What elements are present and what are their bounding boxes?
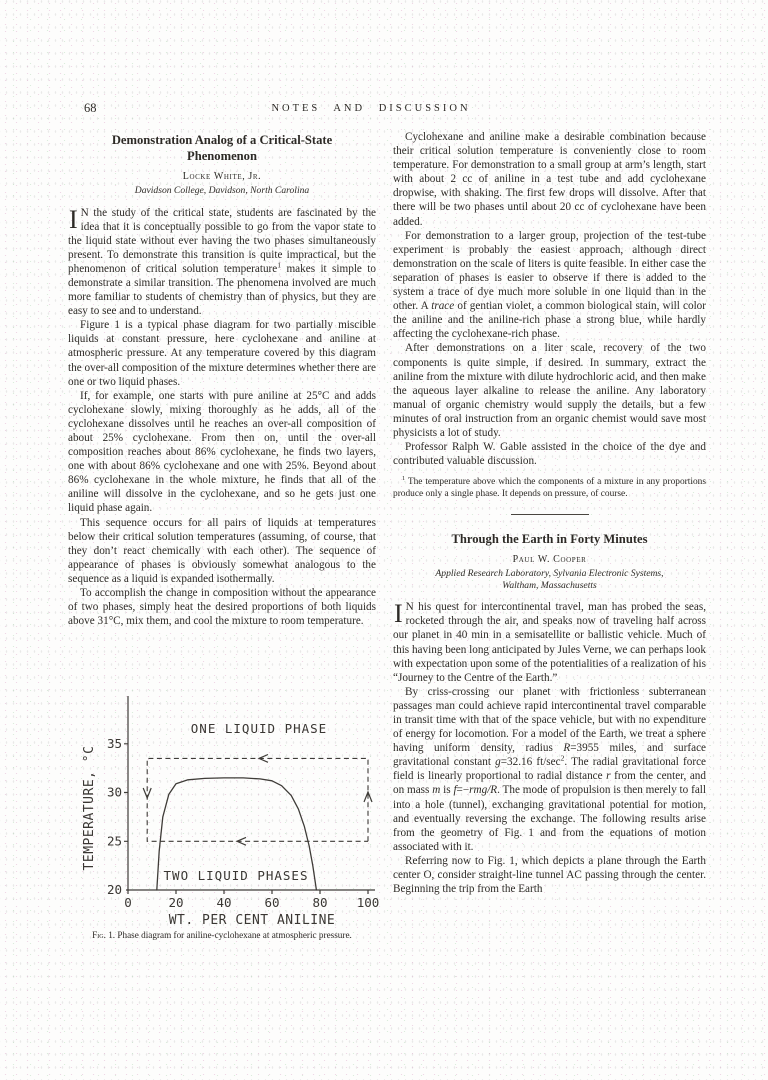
figure-caption-label: Fig. 1. bbox=[92, 930, 116, 940]
figure-caption-text: Phase diagram for aniline-cyclohexane at atmospheric pressure. bbox=[117, 930, 352, 940]
page-number: 68 bbox=[84, 101, 97, 115]
paragraph bbox=[68, 206, 376, 319]
two-liquid-phases-label: TWO LIQUID PHASES bbox=[163, 868, 309, 883]
text-run: Cyclohexane and aniline make a desirable combination because their critical solution temperature is conveniently close to room temperature. For demonstration to a small group at arm’s length, start with about 2 cc of aniline in a test tube and add cyclohexane dropwise, with shaking. The first few drops will dissolve. After that there will be two phases until about 20 cc of cyclohexane have been added. bbox=[393, 131, 706, 228]
text-run: =− bbox=[456, 784, 470, 797]
paragraph bbox=[393, 600, 706, 685]
superscript: 2 bbox=[560, 753, 565, 763]
text-run: N his quest for intercontinental travel, man has probed the seas, rocketed through the air, and speaks now of traveling half across our planet in 40 min in a semisatellite or ballistic vehicle. Much of this having been long anticipated by Jules Verne, we can perhaps look with expectation upon some of the potentialities of a realization of his “Journey to the Centre of the Earth.” bbox=[393, 601, 706, 684]
text-run: Figure 1 is a typical phase diagram for two partially miscible liquids at constant pressure, here cyclohexane and aniline at atmospheric pressure. At any temperature covered by this diagram the over-all composition of the mixture determines whether there are one or two liquid phases. bbox=[68, 319, 376, 388]
drop-cap: I bbox=[69, 204, 78, 234]
article1-affiliation: Davidson College, Davidson, North Carolina bbox=[134, 185, 310, 196]
paragraph bbox=[68, 318, 376, 388]
text-run: =3955 miles, and surface gravitational constant bbox=[393, 742, 706, 769]
text-run: of gentian violet, a common biological stain, will color the aniline and the aniline-rich phase a strong blue, while hardly affecting the cyclohexane-rich phase. bbox=[393, 300, 706, 341]
x-tick-0: 0 bbox=[124, 895, 132, 910]
paragraph bbox=[68, 516, 376, 586]
paragraph bbox=[68, 586, 376, 628]
text-run: This sequence occurs for all pairs of liquids at temperatures below their critical solution temperatures (assuming, of course, that they don’t react chemically with each other). The sequence of appearance of phases is obviously somewhat analogous to the sequence as a liquid is expanded isothermally. bbox=[68, 516, 376, 585]
y-axis-label: TEMPERATURE, °C bbox=[82, 745, 97, 871]
paragraph bbox=[393, 685, 706, 854]
demonstration-path-dashed bbox=[147, 758, 368, 841]
text-run: is bbox=[440, 784, 454, 797]
italic-text: g bbox=[495, 756, 501, 769]
x-axis-label: WT. PER CENT ANILINE bbox=[168, 913, 336, 928]
italic-text: m bbox=[432, 784, 441, 797]
text-run: The temperature above which the components of a mixture in any proportions produce only a single phase. It depends on pressure, of course. bbox=[393, 477, 706, 500]
paragraph bbox=[393, 341, 706, 440]
article2-byline: Paul W. Cooper bbox=[512, 554, 587, 566]
text-run: . The mode of propulsion is then merely to fall into a hole (tunnel), exchanging gravitational potential for motion, and eventually reversing the exchange. The following results arise from the geometry of Fig. 1 and from the equations of motion associated with it. bbox=[393, 784, 706, 853]
article1-title bbox=[68, 132, 376, 164]
article2-affiliation-line1: Applied Research Laboratory, Sylvania Electronic Systems, bbox=[435, 568, 664, 580]
italic-text: trace bbox=[431, 300, 455, 313]
article2-title: Through the Earth in Forty Minutes bbox=[451, 532, 648, 547]
y-tick-20: 20 bbox=[106, 882, 122, 897]
left-column bbox=[68, 130, 376, 628]
text-run: To accomplish the change in composition without the appearance of two phases, simply heat the desired proportions of both liquids above 31°C, mix them, and cool the mixture to room temperature. bbox=[68, 587, 376, 628]
section-divider-rule bbox=[511, 514, 589, 515]
superscript: 1 bbox=[402, 475, 406, 483]
paragraph bbox=[393, 130, 706, 229]
paragraph bbox=[393, 476, 706, 500]
x-tick-20: 20 bbox=[168, 895, 184, 910]
text-run: If, for example, one starts with pure aniline at 25°C and adds cyclohexane slowly, mixing thoroughly as he adds, all of the cyclohexane dissolves until he reaches an over-all composition of about 25% cyclohexane. From then on, until the over-all composition reaches about 86% cyclohexane, he finds two layers, one with about 86% cyclohexane and one with 25%. Beyond about 86% cyclohexane in the whole mixture, he finds that all of the aniline will dissolve in the cyclohexane, and so he gets just one liquid phase again. bbox=[68, 389, 376, 515]
y-tick-25: 25 bbox=[106, 833, 122, 849]
one-liquid-phase-label: ONE LIQUID PHASE bbox=[190, 721, 328, 736]
article2-affiliation-line2: Waltham, Massachusetts bbox=[502, 579, 597, 591]
paragraph bbox=[393, 440, 706, 468]
superscript: 1 bbox=[277, 260, 282, 270]
y-tick-30: 30 bbox=[106, 784, 122, 800]
figure-1-phase-diagram bbox=[62, 692, 382, 932]
text-run: N the study of the critical state, students are fascinated by the idea that it is conceptually possible to go from the vapor state to the liquid state without ever having the two phases simultaneously present. To demonstrate this transition is quite impractical, but the phenomenon of critical solution temperature bbox=[68, 206, 376, 275]
text-run: After demonstrations on a liter scale, recovery of the two components is quite simple, if desired. In summary, extract the aniline from the mixture with dilute hydrochloric acid, and then make the aqueous layer alkaline to release the aniline. Any laboratory manual of organic chemistry would supply the details, but a few minutes of oral instruction from an organic chemist would save most physicists a lot of study. bbox=[393, 342, 706, 439]
x-tick-60: 60 bbox=[264, 895, 280, 910]
running-head: NOTES AND DISCUSSION bbox=[271, 103, 471, 114]
article2-affiliation bbox=[393, 568, 706, 591]
x-tick-80: 80 bbox=[312, 895, 328, 910]
article1-byline: Locke White, Jr. bbox=[182, 171, 262, 182]
italic-text: rmg/R bbox=[469, 784, 498, 797]
y-tick-35: 35 bbox=[106, 736, 122, 751]
x-tick-40: 40 bbox=[216, 895, 232, 910]
article1-body bbox=[68, 206, 376, 629]
figure-1-caption bbox=[64, 930, 380, 940]
drop-cap: I bbox=[394, 599, 403, 629]
italic-text: R bbox=[563, 742, 571, 755]
text-run: Referring now to Fig. 1, which depicts a plane through the Earth center O, consider straight-line tunnel AC passing through the center. Beginning the trip from the Earth bbox=[393, 854, 706, 896]
text-run: =32.16 ft/sec bbox=[500, 756, 561, 769]
article1-title-line2: Phenomenon bbox=[187, 149, 257, 163]
italic-text: f bbox=[453, 784, 457, 797]
article1-footnote bbox=[393, 476, 706, 500]
text-run: By criss-crossing our planet with frictionless subterranean passages man could achieve rapid intercontinental travel comparable in transit time with that of the space vehicle, but with no expenditure of energy for locomotion. For a model of the Earth, we treat a sphere having uniform density, radius bbox=[393, 685, 706, 755]
paragraph bbox=[393, 854, 706, 896]
right-column bbox=[393, 130, 706, 896]
text-run: makes it simple to demonstrate a similar transition. The phenomena involved are much more familiar to students of chemistry than of physics, but they are easy to see and to understand. bbox=[68, 262, 376, 318]
paragraph bbox=[68, 389, 376, 516]
article1-title-line1: Demonstration Analog of a Critical-State bbox=[111, 133, 333, 147]
article2-body bbox=[393, 600, 706, 896]
text-run: . The radial gravitational force field is linearly proportional to radial distance bbox=[393, 756, 707, 783]
text-run: Professor Ralph W. Gable assisted in the choice of the dye and contributed valuable discussion. bbox=[393, 441, 706, 468]
article1-body-continued bbox=[393, 130, 706, 468]
x-tick-100: 100 bbox=[356, 895, 380, 910]
italic-text: r bbox=[606, 770, 611, 783]
paragraph bbox=[393, 229, 706, 342]
text-run: For demonstration to a larger group, projection of the test-tube experiment is probably the easiest approach, although direct demonstration on the scale of liters is quite feasible. In either case the separation of phases is easier to observe if there is added to the system a trace of dye much more soluble in one liquid than in the other. A bbox=[393, 229, 706, 313]
text-run: from the center, and on mass bbox=[393, 770, 706, 797]
